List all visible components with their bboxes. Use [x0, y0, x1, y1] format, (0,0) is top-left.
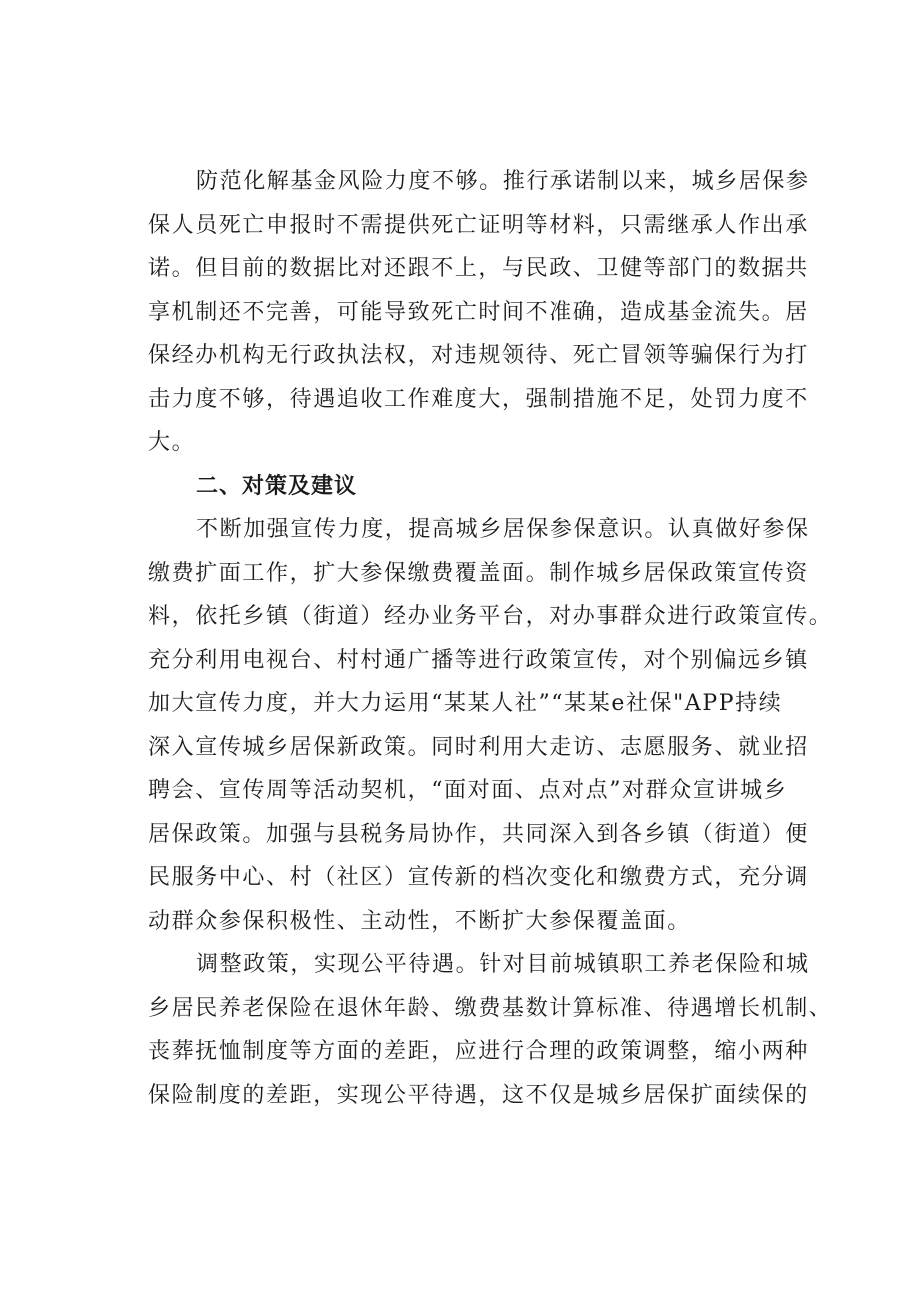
paragraph-policy-line-3: 丧葬抚恤制度等方面的差距，应进行合理的政策调整，缩小两种: [148, 1039, 809, 1064]
paragraph-publicity-line-5: 加大宣传力度，并大力运用“某某人社”“某某e社保"APP持续: [148, 691, 783, 716]
paragraph-policy-line-2: 乡居民养老保险在退休年龄、缴费基数计算标准、待遇增长机制、: [148, 995, 833, 1021]
paragraph-publicity-line-9: 民服务中心、村（社区）宣传新的档次变化和缴费方式，充分调: [148, 865, 809, 890]
paragraph-policy-line-1: 调整政策，实现公平待遇。针对目前城镇职工养老保险和城: [196, 952, 810, 977]
paragraph-risk-line-6: 击力度不够，待遇追收工作难度大，强制措施不足，处罚力度不: [148, 386, 809, 412]
section-heading: 二、对策及建议: [196, 473, 358, 499]
paragraph-publicity-line-1: 不断加强宣传力度，提高城乡居保参保意识。认真做好参保: [196, 517, 810, 542]
paragraph-risk-line-2: 保人员死亡申报时不需提供死亡证明等材料，只需继承人作出承: [148, 212, 809, 238]
paragraph-policy-line-4: 保险制度的差距，实现公平待遇，这不仅是城乡居保扩面续保的: [148, 1082, 809, 1108]
document-body: [148, 160, 833, 1117]
paragraph-publicity-line-8: 居保政策。加强与县税务局协作，共同深入到各乡镇（街道）便: [148, 821, 809, 847]
paragraph-publicity-line-7: 聘会、宣传周等活动契机，“面对面、点对点”对群众宣讲城乡: [148, 778, 788, 803]
paragraph-risk-line-3: 诺。但目前的数据比对还跟不上，与民政、卫健等部门的数据共: [148, 256, 809, 281]
paragraph-risk-line-5: 保经办机构无行政执法权，对违规领待、死亡冒领等骗保行为打: [148, 343, 809, 368]
paragraph-publicity-line-2: 缴费扩面工作，扩大参保缴费覆盖面。制作城乡居保政策宣传资: [148, 560, 809, 586]
paragraph-risk-line-7: 大。: [148, 430, 196, 455]
paragraph-publicity-line-10: 动群众参保积极性、主动性，不断扩大参保覆盖面。: [148, 908, 691, 934]
paragraph-publicity-line-6: 深入宣传城乡居保新政策。同时利用大走访、志愿服务、就业招: [148, 734, 809, 760]
paragraph-publicity-line-4: 充分利用电视台、村村通广播等进行政策宣传，对个别偏远乡镇: [148, 647, 809, 673]
paragraph-risk-line-4: 享机制还不完善，可能导致死亡时间不准确，造成基金流失。居: [148, 299, 809, 325]
paragraph-publicity-line-3: 料，依托乡镇（街道）经办业务平台，对办事群众进行政策宣传。: [148, 604, 833, 629]
paragraph-risk-line-1: 防范化解基金风险力度不够。推行承诺制以来，城乡居保参: [196, 169, 810, 194]
